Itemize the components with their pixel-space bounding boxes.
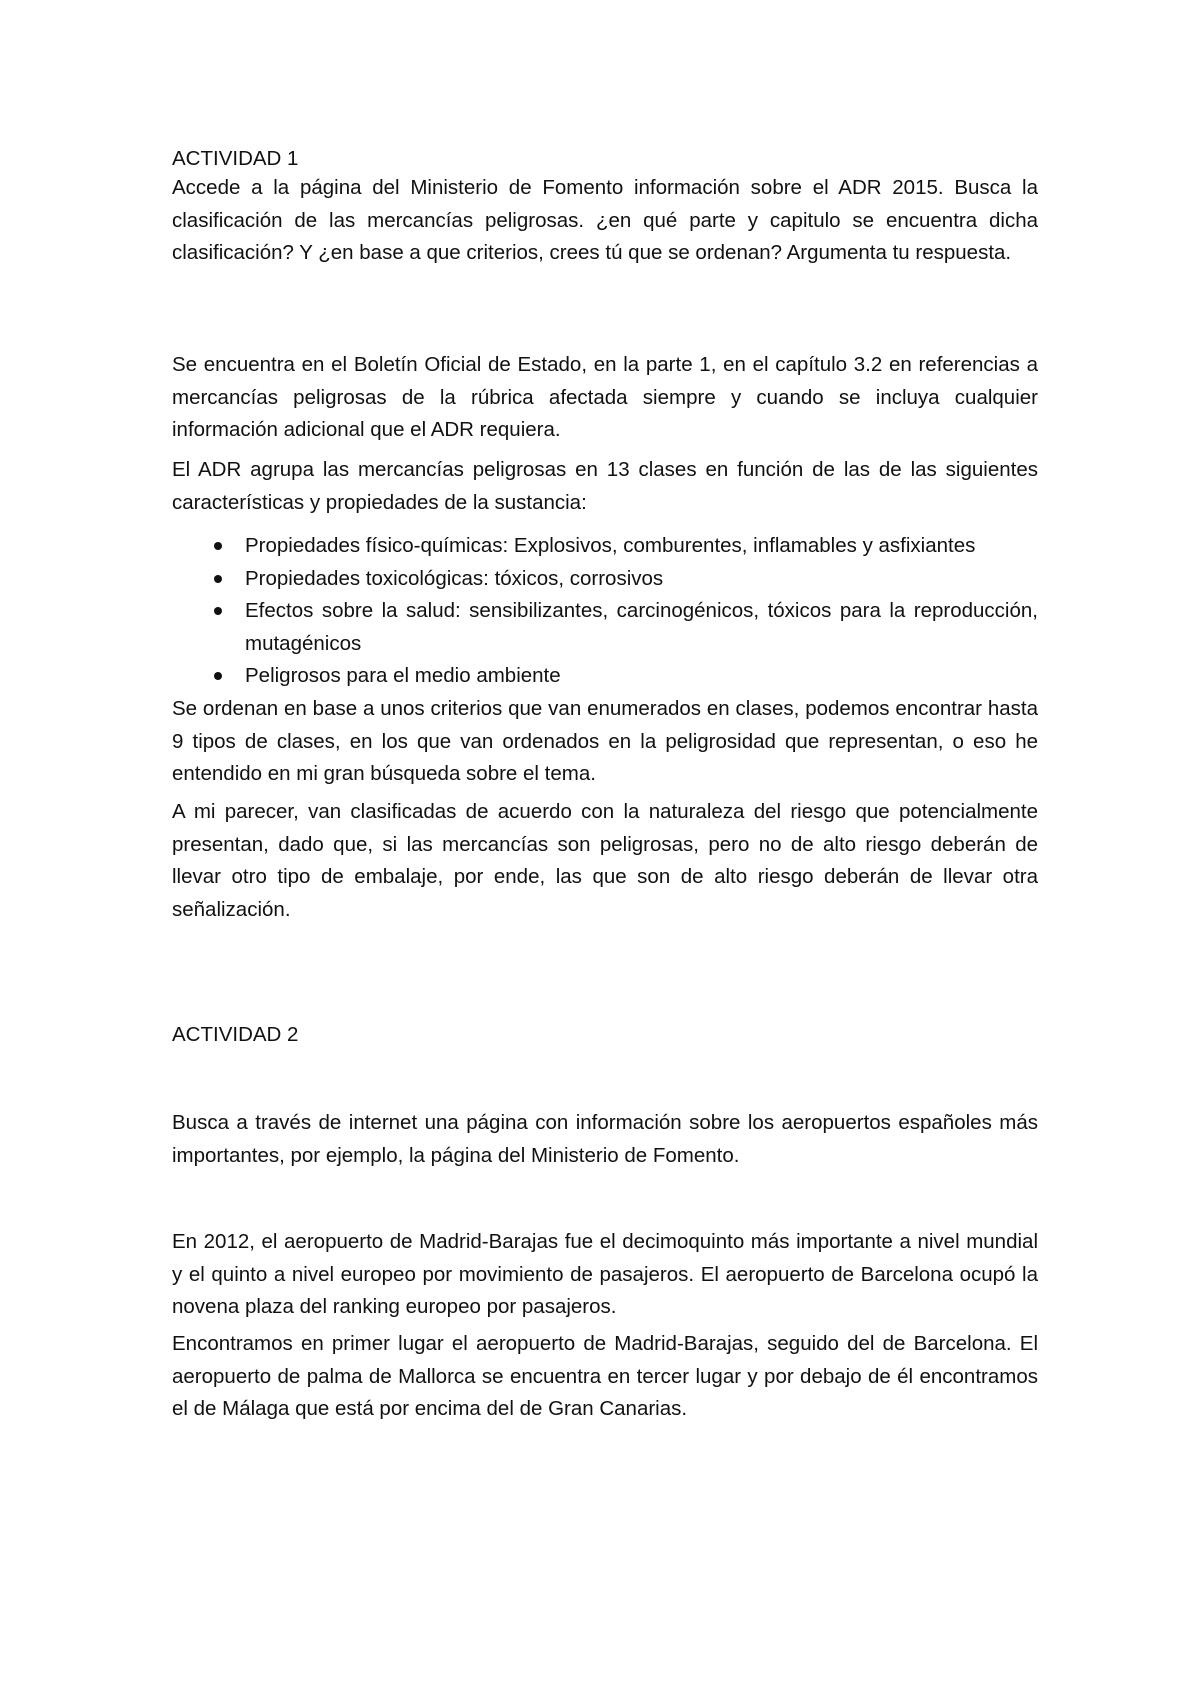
activity-1-prompt: Accede a la página del Ministerio de Fomento información sobre el ADR 2015. Busca la clasificación de las mercancías peligrosas. ¿en qué parte y capitulo se encuentra dicha clasificación? Y ¿en base a que criterios, crees tú que se ordenan? Argumenta tu respuesta. bbox=[172, 176, 1038, 264]
activity-1-answer-paragraph-3: Se ordenan en base a unos criterios que van enumerados en clases, podemos encontrar hasta 9 tipos de clases, en los que van ordenados en la peligrosidad que representan, o eso he entendido en mi gran búsqueda sobre el tema. bbox=[172, 697, 1038, 785]
bullet-dot-icon bbox=[214, 607, 222, 615]
list-item-text: Peligrosos para el medio ambiente bbox=[245, 664, 561, 687]
list-item-text: Propiedades toxicológicas: tóxicos, corrosivos bbox=[245, 566, 664, 590]
list-item bbox=[172, 563, 1038, 596]
activity-1-answer-paragraph-4: A mi parecer, van clasificadas de acuerdo con la naturaleza del riesgo que potencialmente presentan, dado que, si las mercancías son peligrosas, pero no de alto riesgo deberán de llevar otro tipo de embalaje, por ende, las que son de alto riesgo deberán de llevar otra señalización. bbox=[172, 800, 1038, 921]
bullet-dot-icon bbox=[214, 575, 222, 583]
activity-1-criteria-list bbox=[172, 530, 1038, 693]
list-item bbox=[172, 530, 1038, 563]
bullet-dot-icon bbox=[214, 542, 222, 550]
activity-1-answer-paragraph-2: El ADR agrupa las mercancías peligrosas en 13 clases en función de las de las siguientes características y propiedades de la sustancia: bbox=[172, 458, 1038, 514]
activity-2-answer-paragraph-1: En 2012, el aeropuerto de Madrid-Barajas fue el decimoquinto más importante a nivel mundial y el quinto a nivel europeo por movimiento de pasajeros. El aeropuerto de Barcelona ocupó la novena plaza del ranking europeo por pasajeros. bbox=[172, 1230, 1038, 1318]
activity-2-prompt: Busca a través de internet una página con información sobre los aeropuertos españoles más importantes, por ejemplo, la página del Ministerio de Fomento. bbox=[172, 1111, 1038, 1167]
activity-1-answer-paragraph-1: Se encuentra en el Boletín Oficial de Estado, en la parte 1, en el capítulo 3.2 en referencias a mercancías peligrosas de la rúbrica afectada siempre y cuando se incluya cualquier información adicional que el ADR requiera. bbox=[172, 353, 1038, 441]
bullet-dot-icon bbox=[214, 672, 222, 680]
activity-2-answer-paragraph-2: Encontramos en primer lugar el aeropuerto de Madrid-Barajas, seguido del de Barcelona. El aeropuerto de palma de Mallorca se encuentra en tercer lugar y por debajo de él encontramos el de Málaga que está por encima del de Gran Canarias. bbox=[172, 1332, 1038, 1420]
activity-1-heading: ACTIVIDAD 1 bbox=[172, 147, 299, 170]
list-item-text: Propiedades físico-químicas: Explosivos, comburentes, inflamables y asfixiantes bbox=[245, 534, 976, 557]
activity-2-heading: ACTIVIDAD 2 bbox=[172, 1023, 299, 1046]
list-item-text: Efectos sobre la salud: sensibilizantes, carcinogénicos, tóxicos para la reproducción, mutagénicos bbox=[245, 599, 1038, 655]
list-item bbox=[172, 595, 1038, 660]
list-item bbox=[172, 660, 1038, 693]
document-page bbox=[172, 0, 1038, 1696]
